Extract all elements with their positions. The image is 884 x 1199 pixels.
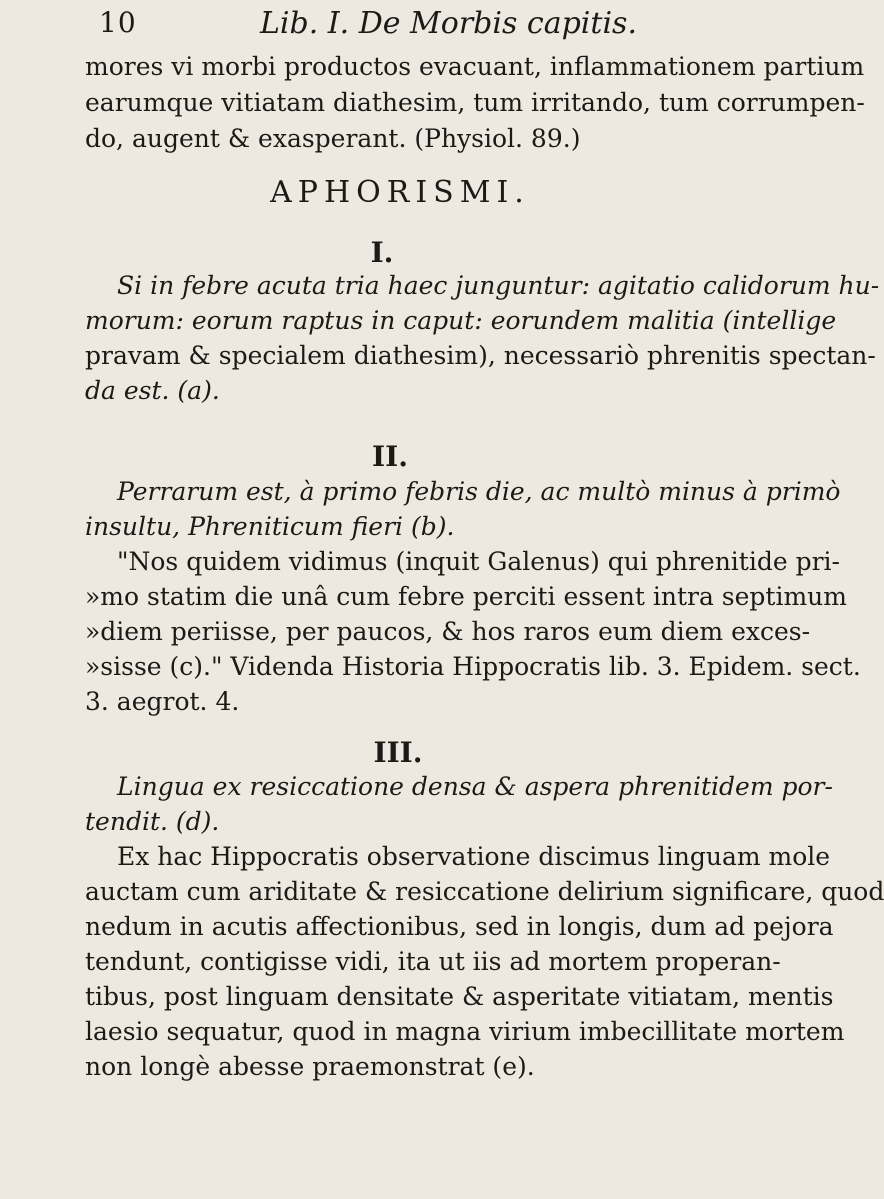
text-line: earumque vitiatam diathesim, tum irritando, tum corrumpen- — [85, 88, 865, 117]
text-line: tibus, post linguam densitate & asperitate vitiatam, mentis — [85, 982, 834, 1011]
text-line: da est. (a). — [85, 376, 220, 405]
text-line: »sisse (c)." Videnda Historia Hippocratis lib. 3. Epidem. sect. — [85, 652, 861, 681]
text-line: do, augent & exasperant. (Physiol. 89.) — [85, 124, 581, 153]
aphorism-number: II. — [372, 440, 408, 473]
aphorism-number: I. — [370, 236, 394, 269]
text-line: 3. aegrot. 4. — [85, 687, 240, 716]
text-line: Perrarum est, à primo febris die, ac multò minus à primò — [117, 477, 841, 506]
text-line: non longè abesse praemonstrat (e). — [85, 1052, 535, 1081]
text-line: tendit. (d). — [85, 807, 220, 836]
text-line: pravam & specialem diathesim), necessariò phrenitis spectan- — [85, 341, 876, 370]
text-line: Si in febre acuta tria haec junguntur: agitatio calidorum hu- — [117, 271, 880, 300]
text-line: Lingua ex resiccatione densa & aspera phrenitidem por- — [117, 772, 833, 801]
page-header — [85, 6, 760, 42]
text-line: tendunt, contigisse vidi, ita ut iis ad mortem properan- — [85, 947, 781, 976]
text-line: Ex hac Hippocratis observatione discimus linguam mole — [117, 842, 831, 871]
text-line: laesio sequatur, quod in magna virium imbecillitate mortem — [85, 1017, 845, 1046]
text-line: nedum in acutis affectionibus, sed in longis, dum ad pejora — [85, 912, 834, 941]
running-title: Lib. I. De Morbis capitis. — [260, 6, 637, 41]
text-line: »diem periisse, per paucos, & hos raros eum diem exces- — [85, 617, 811, 646]
page-number: 10 — [99, 6, 137, 39]
aphorism-number: III. — [373, 736, 423, 769]
text-line: »mo statim die unâ cum febre perciti essent intra septimum — [85, 582, 847, 611]
text-line: mores vi morbi productos evacuant, inflammationem partium — [85, 52, 865, 81]
text-line: "Nos quidem vidimus (inquit Galenus) qui phrenitide pri- — [117, 547, 840, 576]
text-line: insultu, Phreniticum fieri (b). — [85, 512, 455, 541]
text-line: morum: eorum raptus in caput: eorundem malitia (intellige — [85, 306, 837, 335]
text-line: auctam cum ariditate & resiccatione delirium significare, quod — [85, 877, 884, 906]
section-heading: APHORISMI. — [270, 175, 530, 210]
